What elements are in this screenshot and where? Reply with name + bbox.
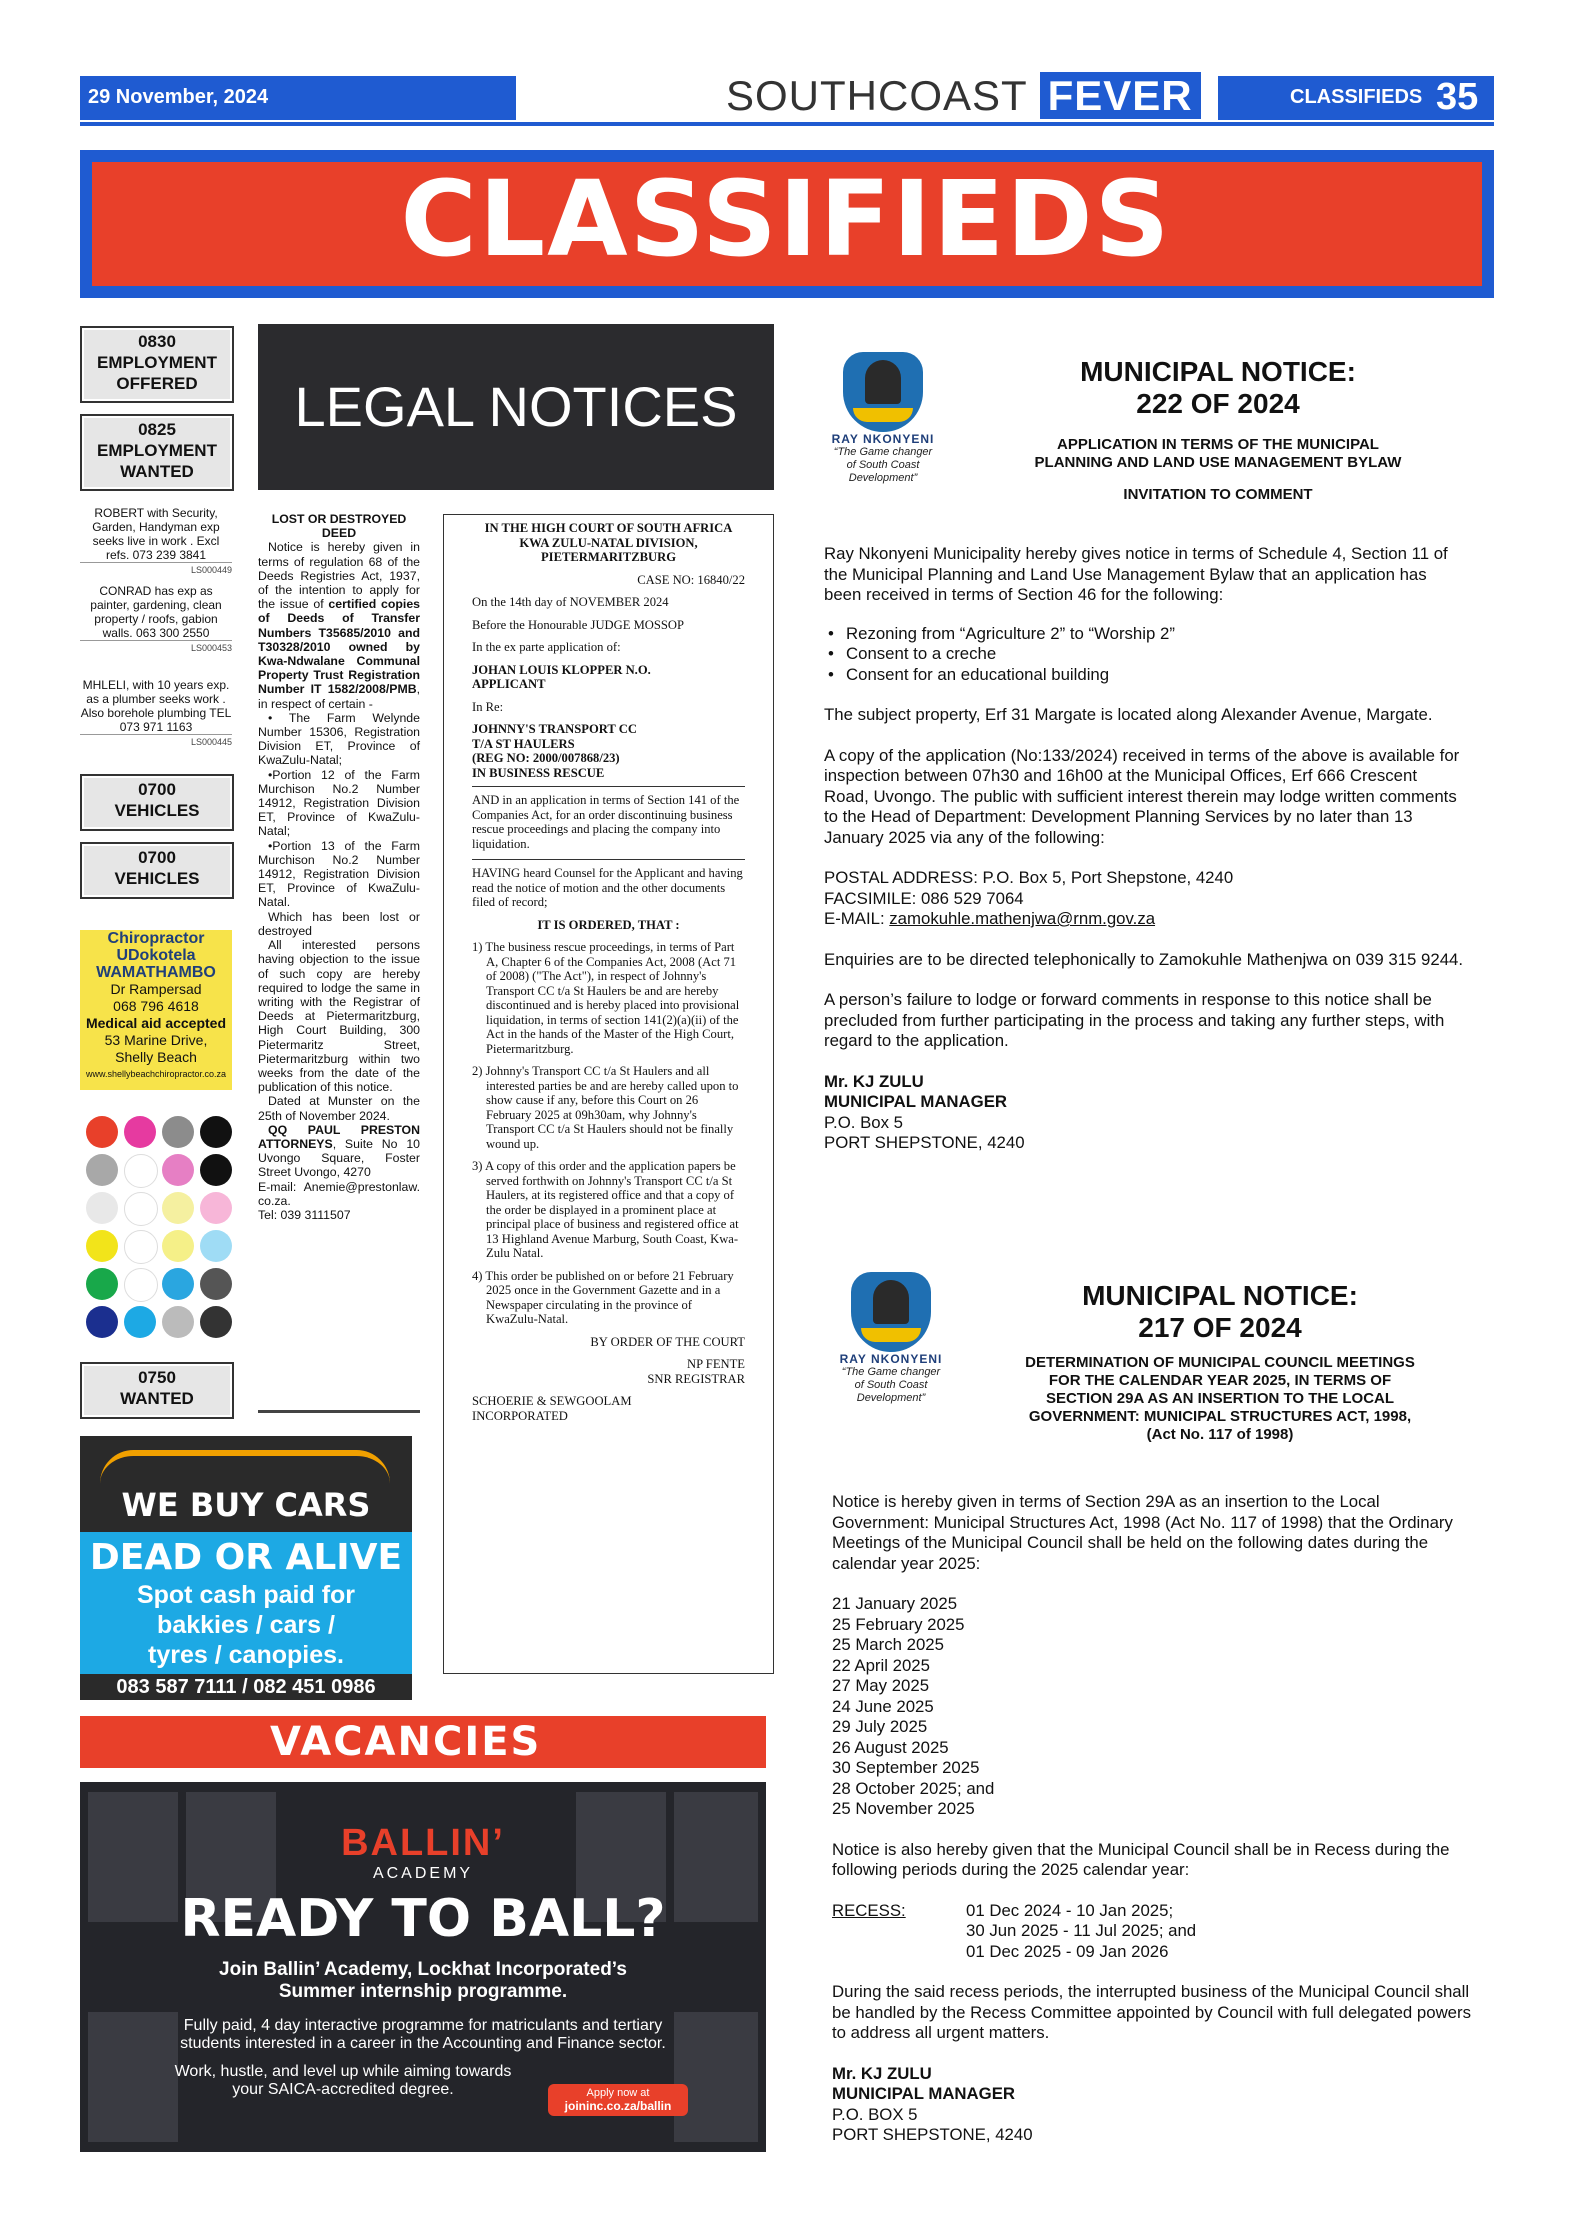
chiro-title: Chiropractor (107, 930, 205, 947)
company-name: (REG NO: 2000/007868/23) (472, 751, 620, 765)
chiro-medical-aid: Medical aid accepted (85, 1015, 227, 1031)
chiro-doctor: Dr Rampersad (110, 981, 202, 997)
postal-address: POSTAL ADDRESS: P.O. Box 5, Port Shepstone, 4240 (824, 868, 1234, 887)
recess-label: RECESS: (832, 1900, 906, 1920)
divider (472, 786, 745, 787)
logo-tagline: Development” (848, 472, 918, 484)
notice-subtitle: GOVERNMENT: MUNICIPAL STRUCTURES ACT, 1998, (1028, 1408, 1412, 1425)
cars-ad-body (80, 1532, 412, 1674)
colour-swatch-dot (162, 1192, 194, 1224)
meeting-date: 26 August 2025 (832, 1737, 949, 1757)
classified-ad-text: ROBERT with Security, Garden, Handyman exp seeks live in work . Excl refs. 073 239 3841 (92, 506, 220, 562)
category-label: VEHICLES (114, 801, 200, 820)
court-text: HAVING heard Counsel for the Applicant and having read the notice of motion and the other documents filed of record; (472, 866, 743, 909)
ballin-headline: READY TO BALL? (180, 1889, 666, 1949)
colour-swatch-dot (200, 1268, 232, 1300)
meeting-date: 27 May 2025 (832, 1676, 930, 1695)
colour-swatch-dot (124, 1116, 156, 1148)
category-code: 0700 (138, 780, 176, 799)
colour-swatch-dot (162, 1268, 194, 1300)
notice-email: E-mail: Anemie@prestonlaw.co.za. (258, 1179, 420, 1208)
company-name: IN BUSINESS RESCUE (472, 765, 605, 780)
banner-title: CLASSIFIEDS (400, 158, 1172, 280)
colour-swatch-dot (162, 1230, 194, 1262)
case-number: CASE NO: 16840/22 (637, 572, 745, 587)
notice-paragraph (258, 540, 420, 710)
colour-swatch-dot (86, 1154, 118, 1186)
ballin-subheading: Summer internship programme. (278, 1981, 568, 2002)
meeting-date: 28 October 2025; and (832, 1778, 995, 1798)
classified-ad-text: CONRAD has exp as painter, gardening, clean property / roofs, gabion walls. 063 300 2550 (90, 584, 222, 640)
header-rule (80, 122, 1494, 126)
notice-subtitle: PLANNING AND LAND USE MANAGEMENT BYLAW (1034, 454, 1402, 471)
ballin-text: Work, hustle, and level up while aiming towards (174, 2063, 512, 2080)
meeting-date: 29 July 2025 (832, 1717, 928, 1736)
category-0830 (80, 326, 234, 403)
logo-tagline: Development” (856, 1392, 926, 1404)
section-label: CLASSIFIEDS (1290, 86, 1423, 108)
court-date: On the 14th day of NOVEMBER 2024 (472, 595, 669, 609)
classified-ad-text: MHLELI, with 10 years exp. as a plumber seeks work . Also borehole plumbing TEL 073 971 1163 (80, 678, 232, 734)
notice-paragraph: Which has been lost or destroyed (258, 909, 420, 938)
ballin-text: your SAICA-accredited degree. (232, 2081, 454, 2098)
colour-swatch-dot (86, 1192, 118, 1224)
colour-swatch-dot (162, 1116, 194, 1148)
notice-subtitle: SECTION 29A AS AN INSERTION TO THE LOCAL (1045, 1390, 1395, 1407)
colour-swatch-dot (124, 1230, 158, 1264)
court-order-item: 3) A copy of this order and the application papers be served forthwith on Johnny's Transport CC t/a St Haulers, at its registered office and that a copy of the order be displayed in a prominent place at principal place of business and registered office at 13 Highland Avenue Marburg, South Coast, Kwa-Zulu Natal. (472, 1159, 739, 1260)
notice-text: certified copies of Deeds of Transfer Numbers T35685/2010 and T30328/2010 owned by Kwa-Ndwalane Communal Property Trust Registration Number IT 1582/2008/PMB (258, 597, 420, 697)
notice-bullet: •Portion 13 of the Farm Murchison No.2 Number 14912, Registration Division ET, Province of KwaZulu-Natal. (258, 838, 420, 910)
ray-nkonyeni-logo (826, 1272, 956, 1405)
colour-swatch-dot (124, 1306, 156, 1338)
colour-swatch-dot (162, 1154, 194, 1186)
colour-swatch-strip (80, 1110, 232, 1346)
notice-bullet: •Portion 12 of the Farm Murchison No.2 Number 14912, Registration Division ET, Province of KwaZulu-Natal; (258, 767, 420, 839)
colour-swatch-dot (200, 1306, 232, 1338)
masthead-logo (726, 72, 1201, 120)
notice-paragraph (258, 1123, 420, 1180)
notice-subtitle: (Act No. 117 of 1998) (1146, 1426, 1294, 1443)
vacancies-heading: VACANCIES (80, 1716, 766, 1768)
logo-tagline: of South Coast (846, 459, 920, 471)
signatory-address: PORT SHEPSTONE, 4240 (824, 1133, 1025, 1152)
court-heading: IN THE HIGH COURT OF SOUTH AFRICA KWA ZULU-NATAL DIVISION, PIETERMARITZBURG (484, 521, 733, 564)
notice-title: MUNICIPAL NOTICE: (1080, 356, 1356, 387)
law-firm: INCORPORATED (472, 1408, 568, 1423)
notice-paragraph: During the said recess periods, the interrupted business of the Municipal Council shall be handled by the Recess Committee appointed by Council with full delegated powers to address all urgent matters. (832, 1982, 1471, 2042)
divider (258, 1410, 420, 1413)
chiro-address: Shelly Beach (115, 1049, 197, 1065)
notice-subtitle: INVITATION TO COMMENT (1123, 486, 1313, 503)
notice-subtitle: DETERMINATION OF MUNICIPAL COUNCIL MEETINGS (1025, 1354, 1415, 1371)
category-label: OFFERED (116, 374, 198, 393)
ballin-logo-sub: ACADEMY (372, 1865, 474, 1882)
notice-paragraph: Notice is hereby given in terms of Section 29A as an insertion to the Local Government: Municipal Structures Act, 1998 (Act No. 117 of 1998) that the Ordinary Meetings of the Municipal Council shall be held on the following dates during the calendar year 2025: (832, 1492, 1453, 1573)
colour-swatch-dot (200, 1192, 232, 1224)
colour-swatch-dot (86, 1116, 118, 1148)
notice-222-body (824, 544, 1464, 1154)
municipal-crest-icon (843, 352, 923, 432)
classified-ad (80, 678, 232, 749)
logo-tagline: of South Coast (854, 1379, 928, 1391)
notice-text: , in respect of certain - (258, 682, 420, 711)
colour-swatch-dot (86, 1230, 118, 1262)
ballin-logo: BALLIN’ (341, 1822, 505, 1864)
classified-ad-ref: LS000445 (80, 734, 232, 749)
colour-swatch-dot (124, 1192, 158, 1226)
classified-ad-ref: LS000449 (80, 562, 232, 577)
colour-swatch-dot (200, 1116, 232, 1148)
signatory-address: PORT SHEPSTONE, 4240 (832, 2125, 1033, 2144)
chiro-title: WAMATHAMBO (96, 964, 216, 981)
signatory-title: MUNICIPAL MANAGER (824, 1092, 1008, 1111)
meeting-date: 30 September 2025 (832, 1758, 980, 1777)
meeting-date: 24 June 2025 (832, 1696, 934, 1716)
category-0700 (80, 842, 234, 899)
meeting-date: 25 November 2025 (832, 1799, 975, 1818)
court-text: BY ORDER OF THE COURT (590, 1334, 745, 1349)
court-order-notice (443, 514, 774, 1674)
category-code: 0750 (138, 1368, 176, 1387)
registrar-name: NP FENTE (687, 1357, 745, 1371)
notice-bullet-list (824, 624, 1464, 686)
court-order-item: 2) Johnny's Transport CC t/a St Haulers and all interested parties be and are hereby called upon to show cause if any, before this Court on 26 February 2025 at 09h30am, why Johnny's Transport CC t/a St Haulers should not be finally wound up. (472, 1064, 739, 1151)
signatory-address: P.O. BOX 5 (832, 2104, 918, 2124)
logo-name: RAY NKONYENI (839, 1352, 943, 1366)
cars-ad-phone: 083 587 7111 / 082 451 0986 (80, 1674, 412, 1700)
meeting-date: 25 February 2025 (832, 1614, 965, 1634)
category-label: WANTED (120, 1389, 194, 1408)
notice-222-header (968, 356, 1468, 504)
meeting-dates-list (832, 1594, 1472, 1820)
colour-swatch-dot (124, 1154, 158, 1188)
chiro-website: www.shellybeachchiropractor.co.za (85, 1069, 227, 1079)
category-code: 0700 (138, 848, 176, 867)
recess-period: 01 Dec 2025 - 09 Jan 2026 (966, 1941, 1169, 1961)
notice-subtitle: APPLICATION IN TERMS OF THE MUNICIPAL (1057, 436, 1379, 453)
ballin-apply-label: Apply now at (586, 2087, 650, 2099)
court-text: In Re: (472, 699, 504, 714)
chiro-address: 53 Marine Drive, (104, 1032, 208, 1048)
ballin-academy-ad (80, 1782, 766, 2152)
court-judge: Before the Honourable JUDGE MOSSOP (472, 617, 684, 632)
cars-ad-headline: DEAD OR ALIVE (89, 1537, 403, 1578)
company-name: JOHNNY'S TRANSPORT CC (472, 722, 637, 736)
category-label: EMPLOYMENT (97, 353, 217, 372)
notice-217-header (964, 1280, 1476, 1444)
signatory-title: MUNICIPAL MANAGER (832, 2084, 1016, 2103)
court-applicant: JOHAN LOUIS KLOPPER N.O. (472, 662, 651, 677)
notice-text: QQ PAUL PRESTON ATTORNEYS (258, 1122, 420, 1151)
category-label: WANTED (120, 462, 194, 481)
chiropractor-ad (80, 930, 232, 1090)
category-label: EMPLOYMENT (97, 441, 217, 460)
recess-period: 01 Dec 2024 - 10 Jan 2025; (966, 1900, 1174, 1920)
cars-ad-line: bakkies / cars / (157, 1611, 335, 1639)
notice-paragraph: A copy of the application (No:133/2024) received in terms of the above is available for inspection between 07h30 and 16h00 at the Municipal Offices, Erf 666 Crescent Road, Uvongo. The public with sufficient interest therein may lodge written comments to the Head of Department: Development Planning Services by no later than 13 January 2025 via any of the following: (824, 745, 1460, 847)
court-order-list (472, 940, 745, 1327)
notice-217-body (832, 1492, 1472, 2146)
logo-name: RAY NKONYENI (831, 432, 935, 446)
notice-number: 217 OF 2024 (1138, 1312, 1302, 1343)
email-line (824, 909, 1464, 930)
meeting-date: 25 March 2025 (832, 1635, 944, 1654)
ballin-text: Fully paid, 4 day interactive programme for matriculants and tertiary (183, 2017, 663, 2034)
notice-paragraph: Enquiries are to be directed telephonically to Zamokuhle Mathenjwa on 039 315 9244. (824, 949, 1464, 969)
colour-swatch-dot (200, 1154, 232, 1186)
ballin-text: students interested in a career in the Accounting and Finance sector. (180, 2035, 666, 2052)
category-0700 (80, 774, 234, 831)
brand-bold: FEVER (1040, 72, 1201, 119)
recess-periods (832, 1901, 1472, 1963)
colour-swatch-dot (86, 1268, 118, 1300)
notice-bullet: • Rezoning from “Agriculture 2” to “Worship 2” (846, 624, 1464, 645)
notice-bullet: • Consent for an educational building (846, 665, 1464, 686)
notice-paragraph: Notice is also hereby given that the Municipal Council shall be in Recess during the following periods during the 2025 calendar year: (832, 1839, 1450, 1879)
municipal-crest-icon (851, 1272, 931, 1352)
divider (472, 859, 745, 860)
brand-light: SOUTHCOAST (726, 72, 1040, 119)
company-name: T/A ST HAULERS (472, 736, 575, 751)
email-label: E-MAIL: (824, 909, 890, 928)
court-order-item: 1) The business rescue proceedings, in terms of Part A, Chapter 6 of the Companies Act, 2008 (Act 71 of 2008) ("The Act"), in respect of Johnny's Transport CC t/a St Haulers be and are hereby discontinued and is hereby placed into provisional liquidation, in terms of section 141(2)(a)(ii) of the Act in the hands of the Master of the High Court, Pietermaritzburg. (472, 940, 740, 1056)
page-number: 35 (1436, 76, 1479, 118)
email-link[interactable]: zamokuhle.mathenjwa@rnm.gov.za (889, 909, 1156, 928)
notice-text: Notice is hereby given in terms of regulation 68 of the Deeds Registries Act, 1937, of the intention to apply for the issue of (258, 540, 420, 612)
category-code: 0825 (138, 420, 176, 439)
category-label: VEHICLES (114, 869, 200, 888)
notice-paragraph: All interested persons having objection to the issue of such copy are hereby required to lodge the same in writing with the Registrar of Deeds at Pietermaritzburg, High Court Building, 300 Pietermaritz Street, Pietermaritzburg within two weeks from the date of the publication of this notice. (258, 938, 420, 1095)
recess-period: 30 Jun 2025 - 11 Jul 2025; and (966, 1921, 1197, 1940)
signatory-name: Mr. KJ ZULU (824, 1071, 924, 1091)
registrar-title: SNR REGISTRAR (647, 1371, 745, 1386)
cars-ad-line: Spot cash paid for (136, 1581, 356, 1609)
category-0750 (80, 1362, 234, 1419)
court-order-heading: IT IS ORDERED, THAT : (537, 917, 680, 932)
notice-subtitle: FOR THE CALENDAR YEAR 2025, IN TERMS OF (1048, 1372, 1392, 1389)
ray-nkonyeni-logo (818, 352, 948, 485)
logo-tagline: “The Game changer (841, 1366, 941, 1378)
notice-number: 222 OF 2024 (1136, 388, 1300, 419)
classified-ad (80, 506, 232, 577)
issue-date: 29 November, 2024 (88, 86, 269, 108)
ballin-url: joininc.co.za/ballin (564, 2099, 672, 2113)
colour-swatch-dot (86, 1306, 118, 1338)
notice-title: LOST OR DESTROYED DEED (271, 512, 407, 541)
fax-number: FACSIMILE: 086 529 7064 (824, 888, 1024, 908)
car-icon (100, 1450, 390, 1486)
legal-notices-heading: LEGAL NOTICES (258, 324, 774, 490)
signatory-address: P.O. Box 5 (824, 1112, 903, 1132)
notice-text: , Suite No 10 Uvongo Square, Foster Street Uvongo, 4270 (258, 1136, 420, 1180)
notice-title: MUNICIPAL NOTICE: (1082, 1280, 1358, 1311)
colour-swatch-dot (162, 1306, 194, 1338)
colour-swatch-dot (124, 1268, 158, 1302)
logo-tagline: “The Game changer (833, 446, 933, 458)
notice-bullet: • The Farm Welynde Number 15306, Registration Division ET, Province of KwaZulu-Natal; (258, 710, 420, 768)
court-text: In the ex parte application of: (472, 640, 621, 654)
court-order-item: 4) This order be published on or before 21 February 2025 once in the Government Gazette and in a Newspaper circulating in the province of KwaZulu-Natal. (472, 1268, 734, 1326)
meeting-date: 22 April 2025 (832, 1655, 930, 1675)
category-0825 (80, 414, 234, 491)
ballin-subheading: Join Ballin’ Academy, Lockhat Incorporated’s (219, 1959, 627, 1980)
court-applicant: APPLICANT (472, 677, 546, 691)
notice-paragraph: The subject property, Erf 31 Margate is located along Alexander Avenue, Margate. (824, 705, 1433, 724)
notice-paragraph: A person’s failure to lodge or forward comments in response to this notice shall be precluded from further participating in the process and taking any further steps, with regard to the application. (824, 990, 1445, 1050)
classified-ad-ref: LS000453 (80, 640, 232, 655)
notice-paragraph: Dated at Munster on the 25th of November 2024. (258, 1094, 420, 1123)
chiro-phone: 068 796 4618 (113, 998, 199, 1014)
classified-ad (80, 584, 232, 655)
category-code: 0830 (138, 332, 176, 351)
law-firm: SCHOERIE & SEWGOOLAM (472, 1394, 632, 1408)
court-text: AND in an application in terms of Section 141 of the Companies Act, for an order discontinuing business rescue proceedings and placing the company into liquidation. (472, 793, 740, 851)
lost-deed-notice (258, 512, 420, 1222)
chiro-title: UDokotela (116, 947, 196, 964)
cars-ad-line: tyres / canopies. (148, 1641, 344, 1669)
cars-ad-title: WE BUY CARS (121, 1486, 371, 1524)
notice-phone: Tel: 039 3111507 (258, 1207, 351, 1222)
notice-paragraph: Ray Nkonyeni Municipality hereby gives notice in terms of Schedule 4, Section 11 of the Municipal Planning and Land Use Management Bylaw that an application has been received in terms of Section 46 for the following: (824, 544, 1448, 604)
meeting-date: 21 January 2025 (832, 1594, 958, 1613)
signatory-name: Mr. KJ ZULU (832, 2063, 932, 2083)
colour-swatch-dot (200, 1230, 232, 1262)
notice-bullet: • Consent to a creche (846, 644, 1464, 665)
